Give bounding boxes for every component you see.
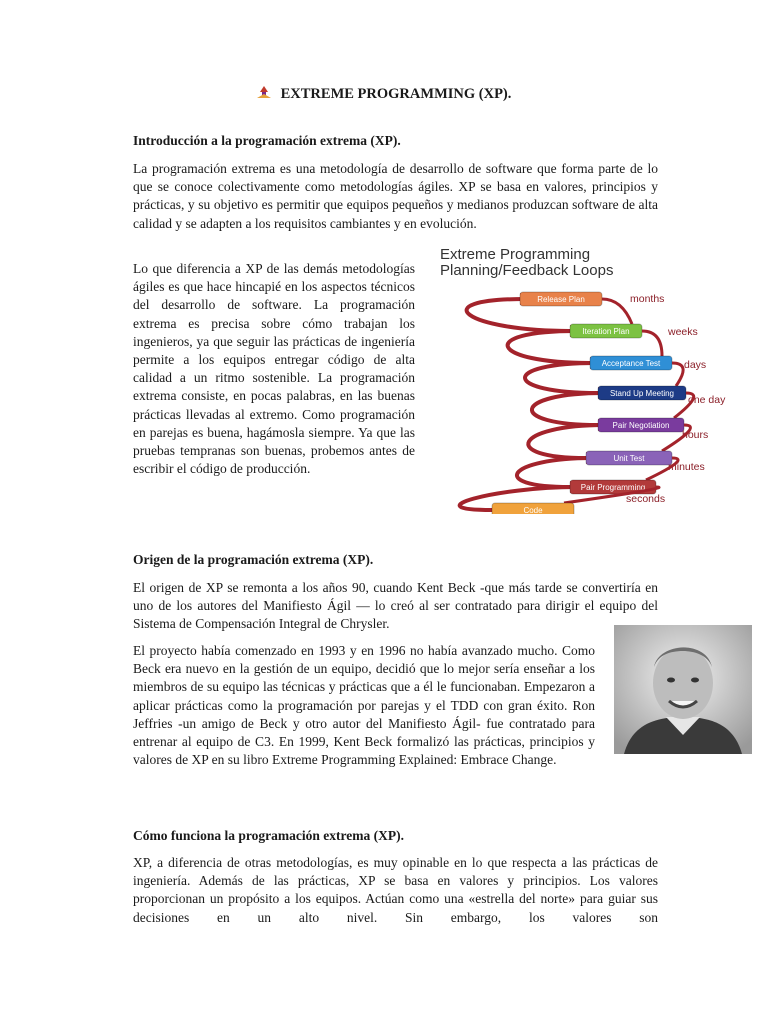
how-paragraph-1: XP, a diferencia de otras metodologías, es muy opinable en lo que respecta a las prácticas de ingeniería. Además de las prácticas, XP se basa en valores y principios. Los valores proporcionan un propósito a los equipos. Actúan como una «estrella del norte» para guiar sus decisiones en un alto nivel. Sin embargo, los valores son: [133, 855, 658, 925]
diagram-time-label: seconds: [626, 493, 666, 505]
diagram-step-label: Stand Up Meeting: [609, 389, 675, 398]
diagram-step-label: Code: [523, 506, 543, 514]
diagram-step: [492, 503, 574, 514]
diagram-time-label: days: [684, 359, 707, 371]
diagram-time-label: hours: [682, 429, 709, 441]
intro-paragraph-1: La programación extrema es una metodología de desarrollo de software que forma parte de lo que se conoce colectivamente como metodologías ágiles. XP se basa en valores, principios y prácticas, y su objetivo es permitir que equipos pequeños y medianos produzcan software de alta calidad y se adapten a los requisitos cambiantes y en evolución.: [133, 161, 658, 231]
how-heading: Cómo funciona la programación extrema (XP).: [133, 828, 404, 843]
diagram-step-label: Release Plan: [537, 295, 585, 304]
diagram-step-label: Pair Programming: [580, 483, 646, 492]
intro-heading: Introducción a la programación extrema (XP).: [133, 133, 401, 148]
diagram-time-label: months: [630, 293, 665, 305]
diagram-step-label: Unit Test: [613, 454, 645, 463]
document-title-row: [0, 86, 768, 103]
intro-paragraph-2: Lo que diferencia a XP de las demás metodologías ágiles es que hace hincapié en los aspectos técnicos del desarrollo de software. La programación extrema es precisa sobre cómo trabajan los ingenieros, ya que seguir las prácticas de ingeniería permite a los equipos entregar código de alta calidad a un ritmo sostenible. La programación extrema consiste, en pocas palabras, en las buenas prácticas llevadas al extremo. Como programación en parejas es buena, hagámosla siempre. Ya que las pruebas tempranas son buenas, probemos antes de escribir el código de producción.: [133, 261, 415, 477]
diagram-title-line2: Planning/Feedback Loops: [440, 262, 614, 279]
diagram-step-label: Pair Negotiation: [612, 421, 670, 430]
xp-feedback-loops-diagram: [426, 240, 738, 514]
diagram-time-label: minutes: [668, 461, 705, 473]
diagram-time-label: one day: [688, 394, 726, 406]
kent-beck-photo: [614, 625, 752, 754]
origin-paragraph-1: El origen de XP se remonta a los años 90, cuando Kent Beck -que más tarde se convertiría en uno de los autores del Manifiesto Ágil — lo creó al ser contratado para dirigir el equipo del Sistema de Compensación Integral de Chrysler.: [133, 580, 658, 632]
origin-heading: Origen de la programación extrema (XP).: [133, 552, 374, 567]
diagram-title-line1: Extreme Programming: [440, 246, 591, 263]
arrow-bullet-icon: [257, 86, 271, 99]
diagram-step-label: Acceptance Test: [601, 359, 661, 368]
origin-paragraph-2: El proyecto había comenzado en 1993 y en 1996 no había avanzado mucho. Como Beck era nuevo en la gestión de un equipo, decidió que lo mejor sería enseñar a los miembros de su equipo las técnicas y prácticas que a él le funcionaban. Empezaron a aplicar prácticas como la programación por parejas y el TDD con gran éxito. Ron Jeffries -un amigo de Beck y otro autor del Manifiesto Ágil- fue contratado para entrenar al equipo de C3. En 1999, Kent Beck formalizó las prácticas, principios y valores de XP en su libro Extreme Programming Explained: Embrace Change.: [133, 643, 595, 768]
diagram-time-label: weeks: [668, 326, 698, 338]
document-title: EXTREME PROGRAMMING (XP).: [280, 86, 512, 102]
diagram-step-label: Iteration Plan: [582, 327, 630, 336]
